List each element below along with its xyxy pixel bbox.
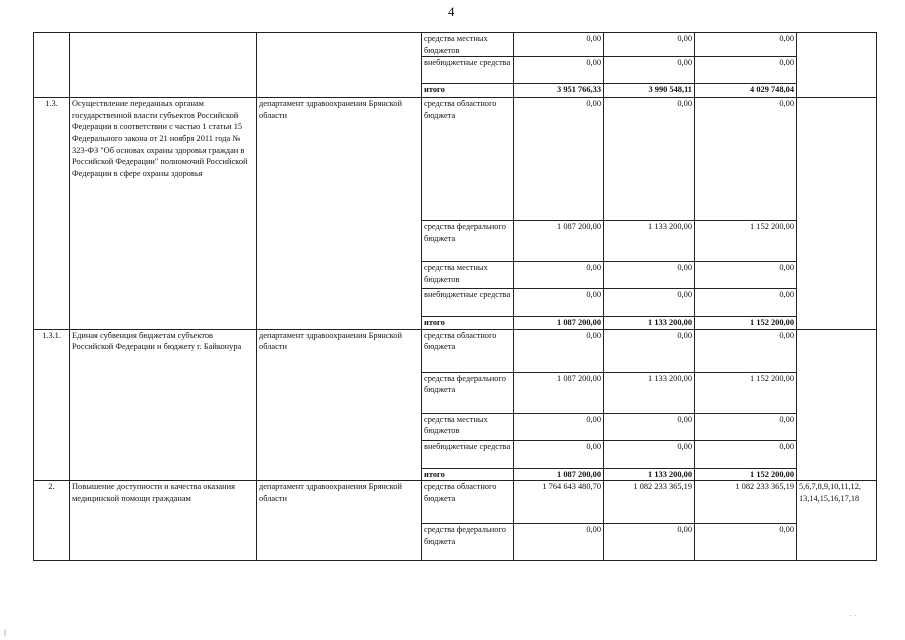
- amount-year-3: 1 082 233 365,19: [695, 481, 797, 524]
- target-indicators: 5,6,7,8,9,10,11,12, 13,14,15,16,17,18: [797, 481, 877, 561]
- target-indicators: [797, 329, 877, 481]
- table-row: [34, 329, 877, 372]
- amount-year-1: 3 951 766,33: [514, 84, 604, 98]
- item-executor: департамент здравоохранения Брянской области: [257, 98, 422, 330]
- amount-year-2: 1 133 200,00: [604, 317, 695, 330]
- funding-source: средства федерального бюджета: [422, 372, 514, 413]
- amount-year-2: 1 133 200,00: [604, 372, 695, 413]
- budget-table: [33, 32, 877, 561]
- funding-source: итого: [422, 84, 514, 98]
- amount-year-2: 0,00: [604, 33, 695, 57]
- amount-year-3: 1 152 200,00: [695, 221, 797, 262]
- amount-year-1: 0,00: [514, 262, 604, 289]
- funding-source: средства областного бюджета: [422, 329, 514, 372]
- amount-year-1: 1 764 643 480,70: [514, 481, 604, 524]
- table-row: [34, 33, 877, 57]
- amount-year-1: 0,00: [514, 524, 604, 561]
- amount-year-3: 0,00: [695, 413, 797, 440]
- amount-year-3: 0,00: [695, 289, 797, 317]
- item-name: Осуществление переданных органам государственной власти субъектов Российской Федерации в соответствии с частью 1 статьи 15 Федерального закона от 21 ноября 2011 года № 323-ФЗ "Об основах охраны здоровья граждан в Российской Федерации" полномочий Российской Федерации в сфере охраны здоровья: [70, 98, 257, 330]
- amount-year-1: 1 087 200,00: [514, 372, 604, 413]
- amount-year-1: 1 087 200,00: [514, 468, 604, 481]
- target-indicators: [797, 98, 877, 330]
- item-name: Единая субвенция бюджетам субъектов Российской Федерации и бюджету г. Байконура: [70, 329, 257, 481]
- amount-year-2: 0,00: [604, 57, 695, 84]
- amount-year-1: 0,00: [514, 33, 604, 57]
- funding-source: средства местных бюджетов: [422, 413, 514, 440]
- funding-source: средства местных бюджетов: [422, 262, 514, 289]
- scan-mark: · ·: [849, 611, 857, 620]
- amount-year-3: 4 029 748,04: [695, 84, 797, 98]
- funding-source: средства местных бюджетов: [422, 33, 514, 57]
- item-name: Повышение доступности и качества оказания медицинской помощи гражданам: [70, 481, 257, 561]
- item-number: 2.: [34, 481, 70, 561]
- amount-year-2: 0,00: [604, 289, 695, 317]
- page-number: 4: [448, 4, 455, 19]
- amount-year-1: 1 087 200,00: [514, 221, 604, 262]
- item-number: 1.3.: [34, 98, 70, 330]
- funding-source: средства областного бюджета: [422, 481, 514, 524]
- amount-year-2: 1 133 200,00: [604, 468, 695, 481]
- funding-source: итого: [422, 468, 514, 481]
- item-executor: департамент здравоохранения Брянской области: [257, 329, 422, 481]
- funding-source: средства федерального бюджета: [422, 221, 514, 262]
- amount-year-1: 0,00: [514, 98, 604, 221]
- funding-source: внебюджетные средства: [422, 57, 514, 84]
- amount-year-3: 0,00: [695, 33, 797, 57]
- item-number: 1.3.1.: [34, 329, 70, 481]
- item-executor: [257, 33, 422, 98]
- amount-year-3: 1 152 200,00: [695, 317, 797, 330]
- funding-source: средства федерального бюджета: [422, 524, 514, 561]
- amount-year-2: 0,00: [604, 440, 695, 468]
- amount-year-1: 1 087 200,00: [514, 317, 604, 330]
- amount-year-3: 0,00: [695, 98, 797, 221]
- funding-source: итого: [422, 317, 514, 330]
- funding-source: внебюджетные средства: [422, 440, 514, 468]
- amount-year-1: 0,00: [514, 413, 604, 440]
- amount-year-2: 0,00: [604, 413, 695, 440]
- funding-source: средства областного бюджета: [422, 98, 514, 221]
- amount-year-3: 0,00: [695, 262, 797, 289]
- amount-year-1: 0,00: [514, 329, 604, 372]
- amount-year-2: 1 082 233 365,19: [604, 481, 695, 524]
- amount-year-2: 1 133 200,00: [604, 221, 695, 262]
- amount-year-1: 0,00: [514, 57, 604, 84]
- table-row: [34, 98, 877, 221]
- amount-year-3: 1 152 200,00: [695, 372, 797, 413]
- amount-year-2: 0,00: [604, 329, 695, 372]
- table-row: [34, 481, 877, 524]
- item-name: [70, 33, 257, 98]
- amount-year-2: 3 990 548,11: [604, 84, 695, 98]
- target-indicators: [797, 33, 877, 98]
- amount-year-3: 0,00: [695, 440, 797, 468]
- amount-year-3: 0,00: [695, 524, 797, 561]
- amount-year-2: 0,00: [604, 98, 695, 221]
- amount-year-3: 0,00: [695, 329, 797, 372]
- amount-year-2: 0,00: [604, 262, 695, 289]
- scan-mark-left: |: [4, 628, 7, 637]
- amount-year-3: 0,00: [695, 57, 797, 84]
- item-executor: департамент здравоохранения Брянской области: [257, 481, 422, 561]
- amount-year-1: 0,00: [514, 289, 604, 317]
- funding-source: внебюджетные средства: [422, 289, 514, 317]
- amount-year-3: 1 152 200,00: [695, 468, 797, 481]
- item-number: [34, 33, 70, 98]
- amount-year-2: 0,00: [604, 524, 695, 561]
- amount-year-1: 0,00: [514, 440, 604, 468]
